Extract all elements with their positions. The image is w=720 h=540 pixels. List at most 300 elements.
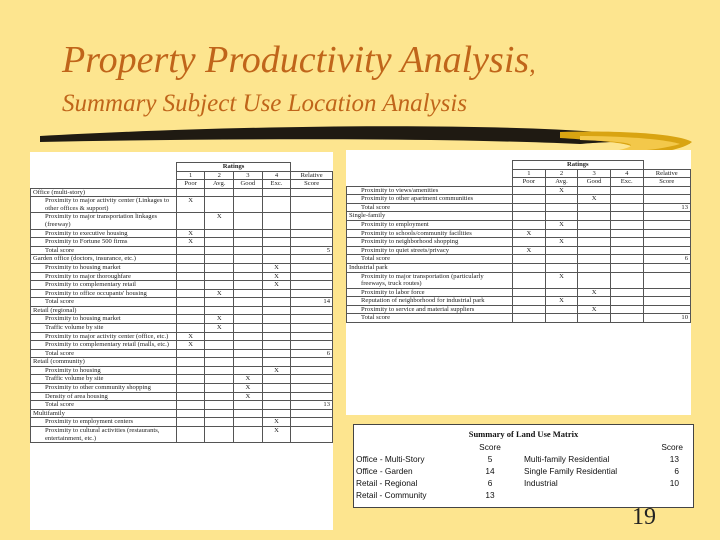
rating-cell (205, 366, 234, 375)
rating-cell (610, 297, 643, 306)
relative-score (291, 426, 333, 442)
rating-cell (262, 341, 291, 350)
rating-cell (578, 203, 611, 212)
rating-cell (234, 213, 263, 229)
rating-cell (205, 263, 234, 272)
header-spacer (347, 178, 513, 187)
rating-cell (234, 409, 263, 418)
relative-score (291, 238, 333, 247)
summary-score-header-left: Score (479, 442, 501, 452)
table-row (347, 212, 691, 221)
rating-cell (176, 323, 205, 332)
rating-cell (205, 384, 234, 393)
rating-cell (545, 314, 578, 323)
rating-cell (205, 255, 234, 264)
rating-cell: X (262, 426, 291, 442)
rating-cell (205, 409, 234, 418)
rating-cell (262, 246, 291, 255)
table-row (31, 315, 333, 324)
rating-cell (176, 409, 205, 418)
rating-cell: X (513, 246, 546, 255)
rating-cell (234, 315, 263, 324)
rating-cell (262, 392, 291, 401)
section-label: Single-family (347, 212, 513, 221)
criterion-label: Reputation of neighborhood for industrial park (347, 297, 513, 306)
summary-use-label: Office - Garden (356, 465, 413, 476)
rating-cell (513, 238, 546, 247)
relative-score (291, 289, 333, 298)
table-row (31, 366, 333, 375)
rating-cell (205, 238, 234, 247)
rating-cell (176, 263, 205, 272)
rating-cell: X (578, 195, 611, 204)
relative-score (291, 188, 333, 197)
table-row (31, 272, 333, 281)
rating-cell (610, 246, 643, 255)
rating-cell (234, 272, 263, 281)
rating-cell: X (176, 238, 205, 247)
rating-col-name: Avg. (545, 178, 578, 187)
total-label: Total score (31, 298, 177, 307)
rating-cell (610, 255, 643, 264)
relative-score (291, 418, 333, 427)
summary-use-label: Industrial (524, 477, 558, 488)
rating-cell (205, 332, 234, 341)
rating-cell: X (513, 229, 546, 238)
rating-col-name: Good (578, 178, 611, 187)
rating-cell (610, 238, 643, 247)
ratings-header: Ratings (176, 163, 291, 172)
rating-cell (262, 255, 291, 264)
rating-cell (545, 203, 578, 212)
relative-score (643, 305, 690, 314)
rating-cell (205, 418, 234, 427)
left-ratings-table (30, 152, 333, 530)
rating-cell (262, 358, 291, 367)
rating-cell (578, 297, 611, 306)
rating-cell (262, 213, 291, 229)
table-row (31, 349, 333, 358)
table-row (347, 263, 691, 272)
summary-use-score: 6 (487, 477, 493, 488)
rating-cell (545, 263, 578, 272)
relative-score (643, 238, 690, 247)
rating-cell (610, 263, 643, 272)
summary-score-header-right: Score (661, 442, 683, 452)
rating-cell: X (234, 392, 263, 401)
rating-col-number: 4 (610, 169, 643, 178)
relative-score (291, 358, 333, 367)
rating-cell (205, 188, 234, 197)
rating-col-number: Relative (291, 171, 333, 180)
table-row (347, 221, 691, 230)
rating-cell: X (176, 332, 205, 341)
table-row (31, 213, 333, 229)
total-label: Total score (347, 203, 513, 212)
rating-cell (513, 203, 546, 212)
summary-use-score: 14 (485, 465, 495, 476)
header-spacer (347, 169, 513, 178)
rating-cell (262, 197, 291, 213)
rating-cell (234, 426, 263, 442)
header-spacer (31, 171, 177, 180)
table-row (31, 358, 333, 367)
section-label: Multifamily (31, 409, 177, 418)
rating-cell (176, 246, 205, 255)
relative-score (291, 255, 333, 264)
relative-score (291, 366, 333, 375)
rating-cell (205, 246, 234, 255)
criterion-label: Proximity to housing market (31, 315, 177, 324)
rating-cell: X (262, 263, 291, 272)
rating-col-number: 3 (578, 169, 611, 178)
rating-cell (176, 392, 205, 401)
rating-cell (234, 263, 263, 272)
relative-score (291, 392, 333, 401)
rating-cell (234, 298, 263, 307)
rating-cell: X (205, 315, 234, 324)
rating-cell (176, 188, 205, 197)
rating-cell (234, 197, 263, 213)
criterion-label: Proximity to major transportation linkages (freeway) (31, 213, 177, 229)
rating-cell (205, 349, 234, 358)
rating-col-name: Exc. (262, 180, 291, 189)
relative-score (643, 297, 690, 306)
relative-score (291, 272, 333, 281)
rating-cell: X (545, 272, 578, 288)
rating-cell (234, 281, 263, 290)
summary-use-label: Multi-family Residential (524, 453, 610, 464)
table-row (347, 314, 691, 323)
rating-col-name: Avg. (205, 180, 234, 189)
rating-cell (262, 298, 291, 307)
table-row (31, 255, 333, 264)
criterion-label: Proximity to other apartment communities (347, 195, 513, 204)
rating-cell (610, 212, 643, 221)
total-label: Total score (347, 314, 513, 323)
rating-cell: X (545, 297, 578, 306)
header-spacer (643, 161, 690, 170)
rating-cell (176, 272, 205, 281)
rating-cell (234, 418, 263, 427)
rating-cell (205, 426, 234, 442)
summary-use-label (522, 490, 646, 502)
rating-cell (513, 255, 546, 264)
table-row (31, 418, 333, 427)
rating-cell (513, 305, 546, 314)
summary-row (354, 466, 693, 478)
rating-cell (176, 349, 205, 358)
relative-score: 13 (643, 203, 690, 212)
criterion-label: Proximity to other community shopping (31, 384, 177, 393)
table-row (31, 281, 333, 290)
header-spacer (31, 180, 177, 189)
rating-cell (234, 349, 263, 358)
criterion-label: Proximity to employment (347, 221, 513, 230)
relative-score (643, 195, 690, 204)
ratings-header: Ratings (513, 161, 643, 170)
rating-cell (205, 358, 234, 367)
rating-cell: X (262, 281, 291, 290)
total-label: Total score (31, 401, 177, 410)
rating-cell (610, 305, 643, 314)
summary-use-score: 13 (485, 489, 495, 500)
rating-cell: X (205, 323, 234, 332)
relative-score (643, 221, 690, 230)
summary-row (354, 478, 693, 490)
criterion-label: Proximity to employment centers (31, 418, 177, 427)
rating-col-name: Score (643, 178, 690, 187)
table-row (31, 409, 333, 418)
header-spacer (31, 163, 177, 172)
rating-col-name: Good (234, 180, 263, 189)
rating-cell (545, 212, 578, 221)
criterion-label: Proximity to neighborhood shopping (347, 238, 513, 247)
right-ratings-table (346, 150, 691, 415)
rating-cell (513, 186, 546, 195)
rating-cell: X (545, 221, 578, 230)
rating-cell: X (176, 341, 205, 350)
rating-cell (610, 288, 643, 297)
rating-cell (176, 418, 205, 427)
rating-cell (545, 305, 578, 314)
slide-title: Property Productivity Analysis, (62, 39, 536, 81)
section-label: Industrial park (347, 263, 513, 272)
rating-cell (234, 366, 263, 375)
land-use-summary-table (353, 424, 694, 508)
rating-cell (176, 298, 205, 307)
rating-cell (176, 401, 205, 410)
rating-cell (262, 409, 291, 418)
relative-score (291, 315, 333, 324)
summary-row (354, 454, 693, 466)
summary-use-score: 6 (674, 465, 679, 476)
table-row (347, 272, 691, 288)
rating-cell (262, 188, 291, 197)
rating-cell (176, 426, 205, 442)
relative-score (291, 323, 333, 332)
rating-cell: X (262, 418, 291, 427)
table-row (31, 375, 333, 384)
rating-cell (262, 332, 291, 341)
rating-cell (513, 288, 546, 297)
summary-use-label: Office - Multi-Story (356, 453, 425, 464)
rating-cell (234, 306, 263, 315)
rating-cell (205, 281, 234, 290)
relative-score (643, 229, 690, 238)
rating-col-number: 4 (262, 171, 291, 180)
rating-cell: X (262, 272, 291, 281)
criterion-label: Proximity to major activity center (office, etc.) (31, 332, 177, 341)
rating-cell (513, 195, 546, 204)
rating-cell (545, 229, 578, 238)
rating-cell (578, 314, 611, 323)
table-row (31, 197, 333, 213)
table-row (31, 384, 333, 393)
table-row (31, 332, 333, 341)
relative-score (291, 384, 333, 393)
slide-subtitle: Summary Subject Use Location Analysis (62, 90, 468, 117)
table-row (31, 341, 333, 350)
rating-cell (610, 272, 643, 288)
rating-cell (513, 221, 546, 230)
rating-cell (578, 221, 611, 230)
rating-col-name: Score (291, 180, 333, 189)
rating-cell: X (578, 305, 611, 314)
summary-row (354, 490, 693, 502)
table-row (347, 186, 691, 195)
rating-cell (545, 246, 578, 255)
table-row (347, 238, 691, 247)
rating-cell (578, 229, 611, 238)
criterion-label: Proximity to office occupants' housing (31, 289, 177, 298)
rating-cell (513, 314, 546, 323)
rating-cell (205, 306, 234, 315)
summary-title: Summary of Land Use Matrix (468, 429, 579, 439)
rating-cell (578, 212, 611, 221)
table-row (31, 246, 333, 255)
rating-cell (262, 306, 291, 315)
relative-score (291, 229, 333, 238)
rating-cell: X (176, 197, 205, 213)
criterion-label: Proximity to cultural activities (restaurants, entertainment, etc.) (31, 426, 177, 442)
table-row (31, 263, 333, 272)
relative-score (291, 213, 333, 229)
rating-cell (234, 289, 263, 298)
rating-cell (578, 272, 611, 288)
rating-cell (262, 238, 291, 247)
total-label: Total score (347, 255, 513, 264)
rating-cell (205, 392, 234, 401)
section-label: Retail (community) (31, 358, 177, 367)
rating-cell (205, 298, 234, 307)
criterion-label: Proximity to housing market (31, 263, 177, 272)
table-row (31, 238, 333, 247)
criterion-label: Proximity to labor force (347, 288, 513, 297)
rating-cell: X (176, 229, 205, 238)
header-spacer (347, 161, 513, 170)
criterion-label: Proximity to major thoroughfare (31, 272, 177, 281)
criterion-label: Traffic volume by site (31, 323, 177, 332)
table-row (347, 297, 691, 306)
total-label: Total score (31, 349, 177, 358)
header-spacer (291, 163, 333, 172)
relative-score (291, 263, 333, 272)
table-row (31, 298, 333, 307)
summary-use-label: Retail - Regional (356, 477, 418, 488)
rating-cell (610, 186, 643, 195)
relative-score (291, 341, 333, 350)
rating-cell (176, 289, 205, 298)
criterion-label: Density of area housing (31, 392, 177, 401)
summary-use-label: Single Family Residential (524, 465, 618, 476)
relative-score: 13 (291, 401, 333, 410)
rating-cell (262, 375, 291, 384)
rating-cell: X (545, 186, 578, 195)
rating-cell (513, 297, 546, 306)
rating-col-number: Relative (643, 169, 690, 178)
criterion-label: Proximity to complementary retail (31, 281, 177, 290)
criterion-label: Proximity to housing (31, 366, 177, 375)
rating-cell (262, 323, 291, 332)
rating-cell: X (205, 289, 234, 298)
rating-cell: X (545, 238, 578, 247)
table-row (31, 323, 333, 332)
relative-score: 6 (291, 349, 333, 358)
rating-cell (610, 203, 643, 212)
rating-cell (578, 255, 611, 264)
table-row (347, 195, 691, 204)
table-row (31, 188, 333, 197)
rating-col-number: 3 (234, 171, 263, 180)
section-label: Office (multi-story) (31, 188, 177, 197)
rating-col-name: Poor (513, 178, 546, 187)
rating-col-number: 1 (176, 171, 205, 180)
rating-cell (578, 238, 611, 247)
rating-cell (205, 197, 234, 213)
table-row (31, 289, 333, 298)
rating-cell (545, 255, 578, 264)
rating-cell: X (262, 366, 291, 375)
criterion-label: Proximity to Fortune 500 firms (31, 238, 177, 247)
rating-cell (176, 315, 205, 324)
relative-score: 6 (643, 255, 690, 264)
table-row (347, 288, 691, 297)
page-number: 19 (632, 504, 656, 530)
rating-cell (234, 229, 263, 238)
summary-use-score: 10 (669, 477, 679, 488)
rating-cell: X (578, 288, 611, 297)
rating-cell (176, 255, 205, 264)
relative-score (643, 186, 690, 195)
rating-cell (578, 186, 611, 195)
rating-col-name: Exc. (610, 178, 643, 187)
rating-cell (176, 366, 205, 375)
relative-score: 14 (291, 298, 333, 307)
relative-score (643, 263, 690, 272)
relative-score (291, 409, 333, 418)
rating-cell (234, 188, 263, 197)
rating-cell (176, 375, 205, 384)
table-row (347, 246, 691, 255)
relative-score: 10 (643, 314, 690, 323)
relative-score (291, 281, 333, 290)
rating-cell (513, 212, 546, 221)
rating-cell: X (205, 213, 234, 229)
rating-cell (610, 229, 643, 238)
rating-cell (610, 195, 643, 204)
summary-use-score: 13 (669, 453, 679, 464)
table-row (31, 401, 333, 410)
criterion-label: Proximity to views/amenities (347, 186, 513, 195)
relative-score: 5 (291, 246, 333, 255)
criterion-label: Proximity to major activity center (Linkages to other offices & support) (31, 197, 177, 213)
rating-cell (262, 289, 291, 298)
criterion-label: Proximity to quiet streets/privacy (347, 246, 513, 255)
relative-score (643, 246, 690, 255)
rating-col-name: Poor (176, 180, 205, 189)
rating-cell (234, 238, 263, 247)
rating-cell (513, 272, 546, 288)
summary-use-score: 5 (487, 453, 493, 464)
rating-cell (234, 332, 263, 341)
rating-cell (545, 288, 578, 297)
table-row (347, 305, 691, 314)
criterion-label: Proximity to service and material suppliers (347, 305, 513, 314)
rating-cell: X (234, 384, 263, 393)
table-row (347, 229, 691, 238)
rating-cell (578, 263, 611, 272)
